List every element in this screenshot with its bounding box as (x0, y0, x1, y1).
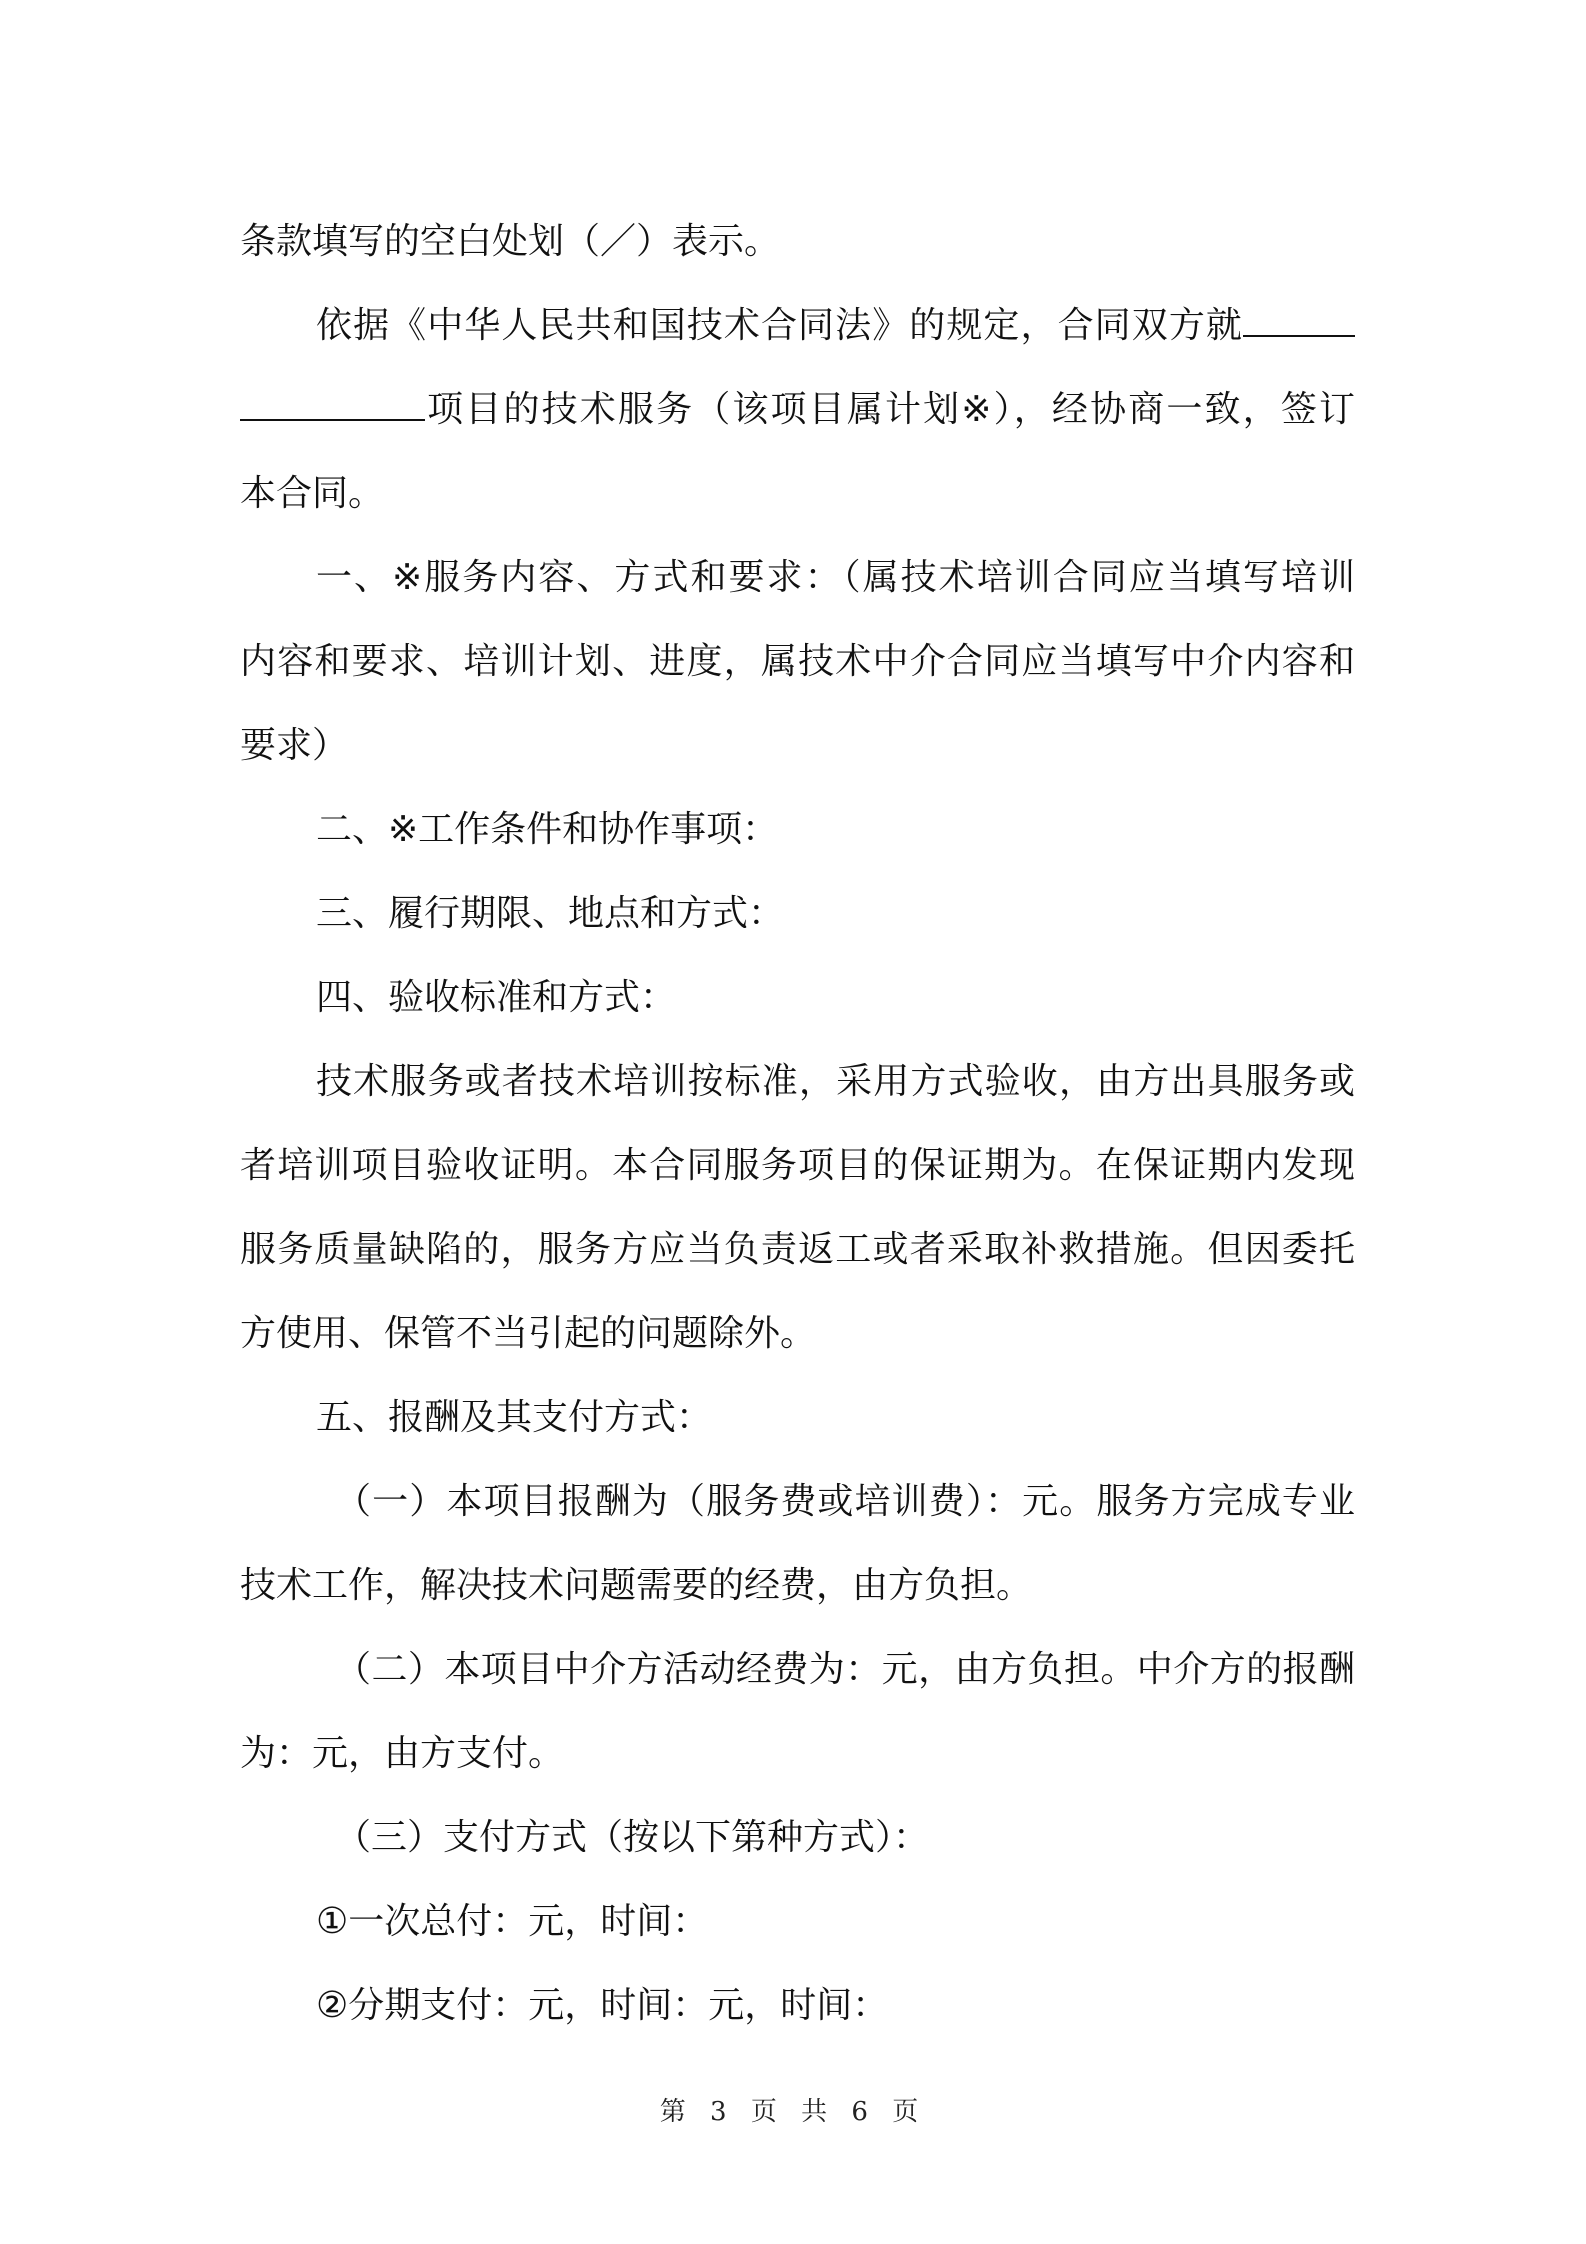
paragraph-line: 内容和要求、培训计划、进度，属技术中介合同应当填写中介内容和 (240, 641, 1355, 682)
paragraph-line: 要求） (240, 725, 349, 766)
paragraph-line: 方使用、保管不当引起的问题除外。 (240, 1313, 817, 1354)
payment-option-1: ①一次总付：元，时间： (316, 1901, 709, 1942)
document-body (240, 200, 1355, 2048)
paragraph-line: 者培训项目验收证明。本合同服务项目的保证期为。在保证期内发现 (240, 1145, 1355, 1186)
paragraph-line: 技术工作，解决技术问题需要的经费，由方负担。 (240, 1565, 1033, 1606)
paragraph-line: 项目的技术服务（该项目属计划※），经协商一致，签订 (240, 368, 1355, 452)
subsection-3: （三）支付方式（按以下第种方式）： (335, 1817, 930, 1858)
payment-option-2: ②分期支付：元，时间：元，时间： (316, 1985, 889, 2026)
paragraph-line: 依据《中华人民共和国技术合同法》的规定，合同双方就 (240, 284, 1355, 368)
section-heading-2: 二、※工作条件和协作事项： (316, 809, 779, 850)
section-heading-1: 一、※服务内容、方式和要求：（属技术培训合同应当填写培训 (316, 557, 1355, 598)
section-heading-5: 五、报酬及其支付方式： (316, 1397, 713, 1438)
section-heading-4: 四、验收标准和方式： (316, 977, 677, 1018)
page-number-footer: 第 3 页 共 6 页 (659, 2097, 927, 2127)
paragraph-line: 服务质量缺陷的，服务方应当负责返工或者采取补救措施。但因委托 (240, 1229, 1355, 1270)
subsection-1: （一）本项目报酬为（服务费或培训费）：元。服务方完成专业 (335, 1481, 1355, 1522)
paragraph-line: 为：元，由方支付。 (240, 1733, 565, 1774)
fill-blank (1243, 299, 1355, 337)
paragraph-line: 技术服务或者技术培训按标准，采用方式验收，由方出具服务或 (316, 1061, 1355, 1102)
subsection-2: （二）本项目中介方活动经费为：元，由方负担。中介方的报酬 (335, 1649, 1355, 1690)
section-heading-3: 三、履行期限、地点和方式： (316, 893, 785, 934)
paragraph-line: 条款填写的空白处划（／）表示。 (240, 221, 781, 262)
paragraph-line: 本合同。 (240, 473, 385, 514)
fill-blank (240, 383, 425, 421)
